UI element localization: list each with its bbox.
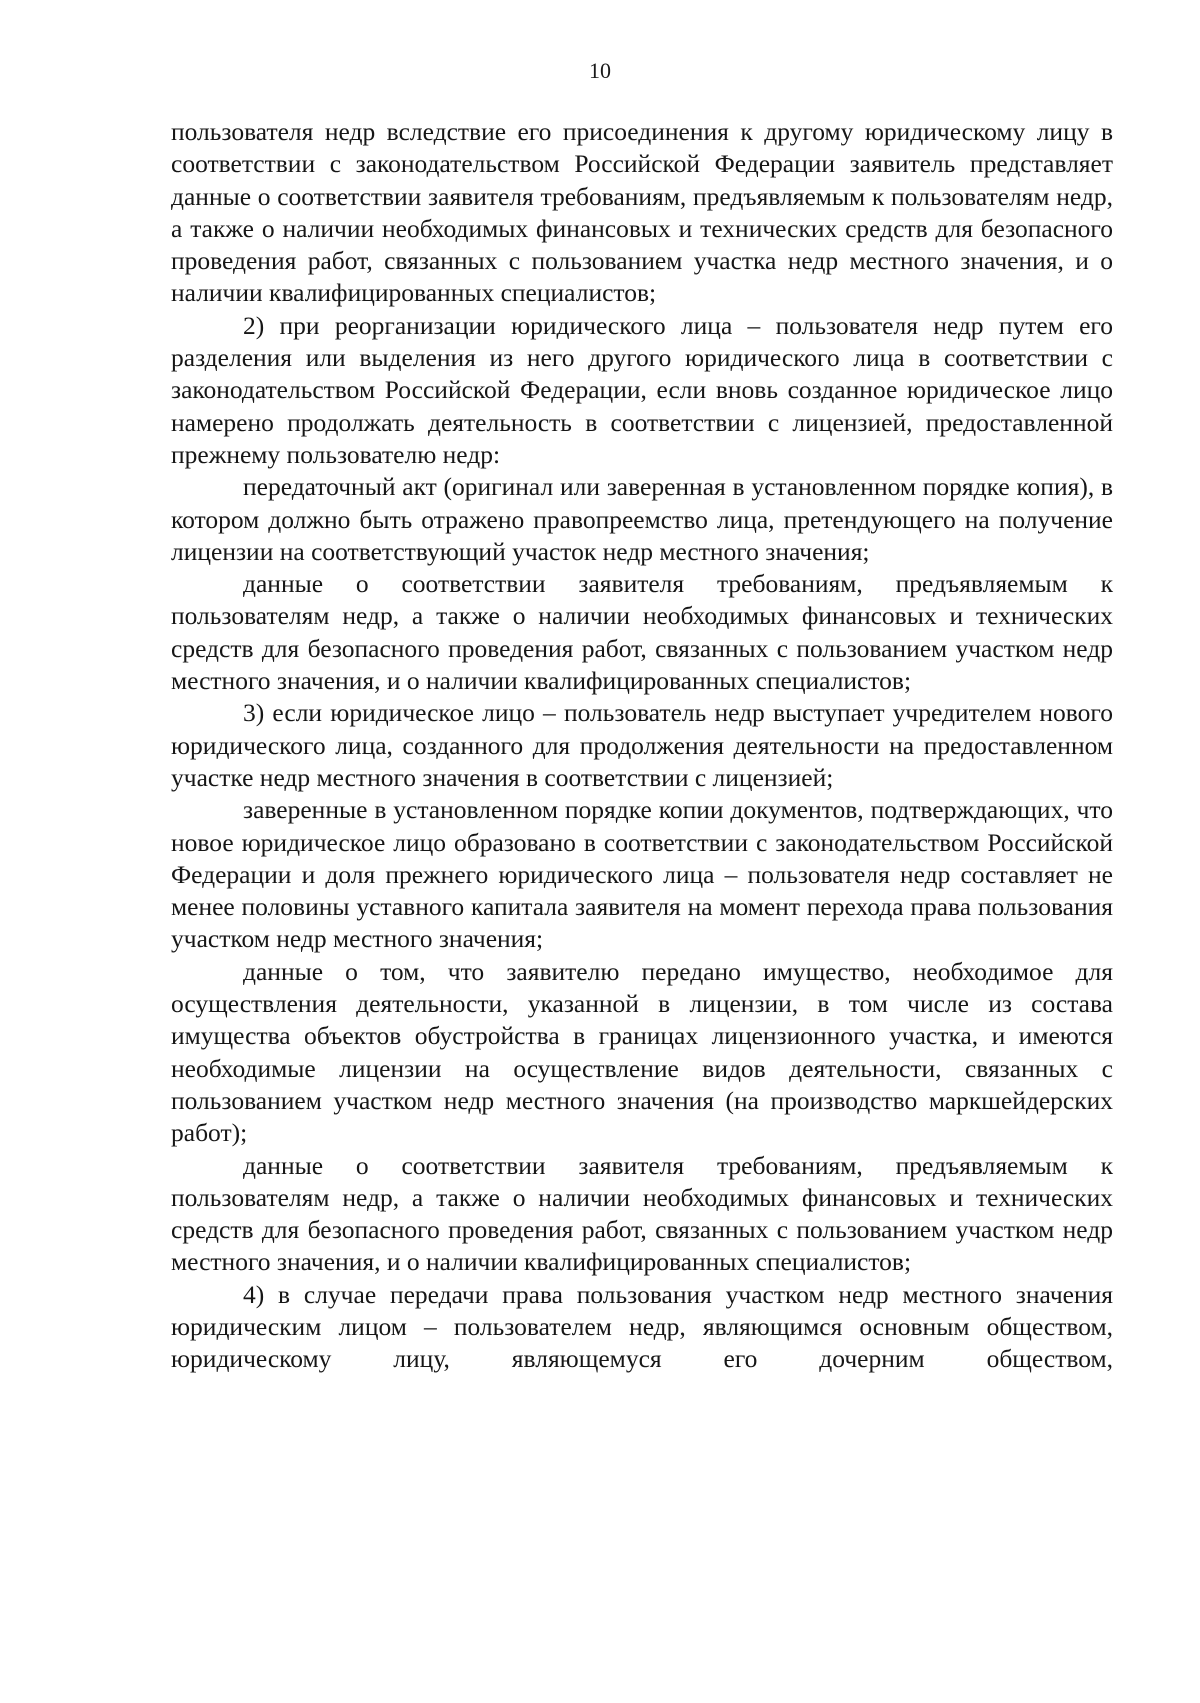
paragraph-continued: пользователя недр вследствие его присоединения к другому юридическому лицу в соответствии с законодательством Российской Федерации заявитель представляет данные о соответствии заявителя требованиям, предъявляемым к пользователям недр, а также о наличии необходимых финансовых и технических средств для безопасного проведения работ, связанных с пользованием участка недр местного значения, и о наличии квалифицированных специалистов; (171, 117, 1113, 308)
paragraph-applicant-requirements: данные о соответствии заявителя требованиям, предъявляемым к пользователям недр, а также о наличии необходимых финансовых и технических средств для безопасного проведения работ, связанных с пользованием участком недр местного значения, и о наличии квалифицированных специалистов; (171, 569, 1113, 696)
paragraph-applicant-requirements-2: данные о соответствии заявителя требованиям, предъявляемым к пользователям недр, а также о наличии необходимых финансовых и технических средств для безопасного проведения работ, связанных с пользованием участком недр местного значения, и о наличии квалифицированных специалистов; (171, 1150, 1113, 1277)
document-body (171, 116, 1113, 1376)
paragraph-certified-copies: заверенные в установленном порядке копии документов, подтверждающих, что новое юридическое лицо образовано в соответствии с законодательством Российской Федерации и доля прежнего юридического лица – пользователя недр составляет не менее половины уставного капитала заявителя на момент перехода права пользования участком недр местного значения; (171, 795, 1113, 954)
paragraph-property-transfer: данные о том, что заявителю передано имущество, необходимое для осуществления деятельности, указанной в лицензии, в том числе из состава имущества объектов обустройства в границах лицензионного участка, и имеются необходимые лицензии на осуществление видов деятельности, связанных с пользованием участком недр местного значения (на производство маркшейдерских работ); (171, 956, 1113, 1148)
paragraph-transfer-act: передаточный акт (оригинал или заверенная в установленном порядке копия), в котором должно быть отражено правопреемство лица, претендующего на получение лицензии на соответствующий участок недр местного значения; (171, 472, 1113, 566)
paragraph-item-3: 3) если юридическое лицо – пользователь недр выступает учредителем нового юридического лица, созданного для продолжения деятельности на предоставленном участке недр местного значения в соответствии с лицензией; (171, 698, 1113, 792)
paragraph-item-4: 4) в случае передачи права пользования участком недр местного значения юридическим лицом – пользователем недр, являющимся основным обществом, юридическому лицу, являющемуся его дочерним обществом, (171, 1279, 1113, 1374)
paragraph-item-2: 2) при реорганизации юридического лица – пользователя недр путем его разделения или выделения из него другого юридического лица в соответствии с законодательством Российской Федерации, если вновь созданное юридическое лицо намерено продолжать деятельность в соответствии с лицензией, предоставленной прежнему пользователю недр: (171, 310, 1113, 469)
page-number: 10 (589, 58, 611, 83)
